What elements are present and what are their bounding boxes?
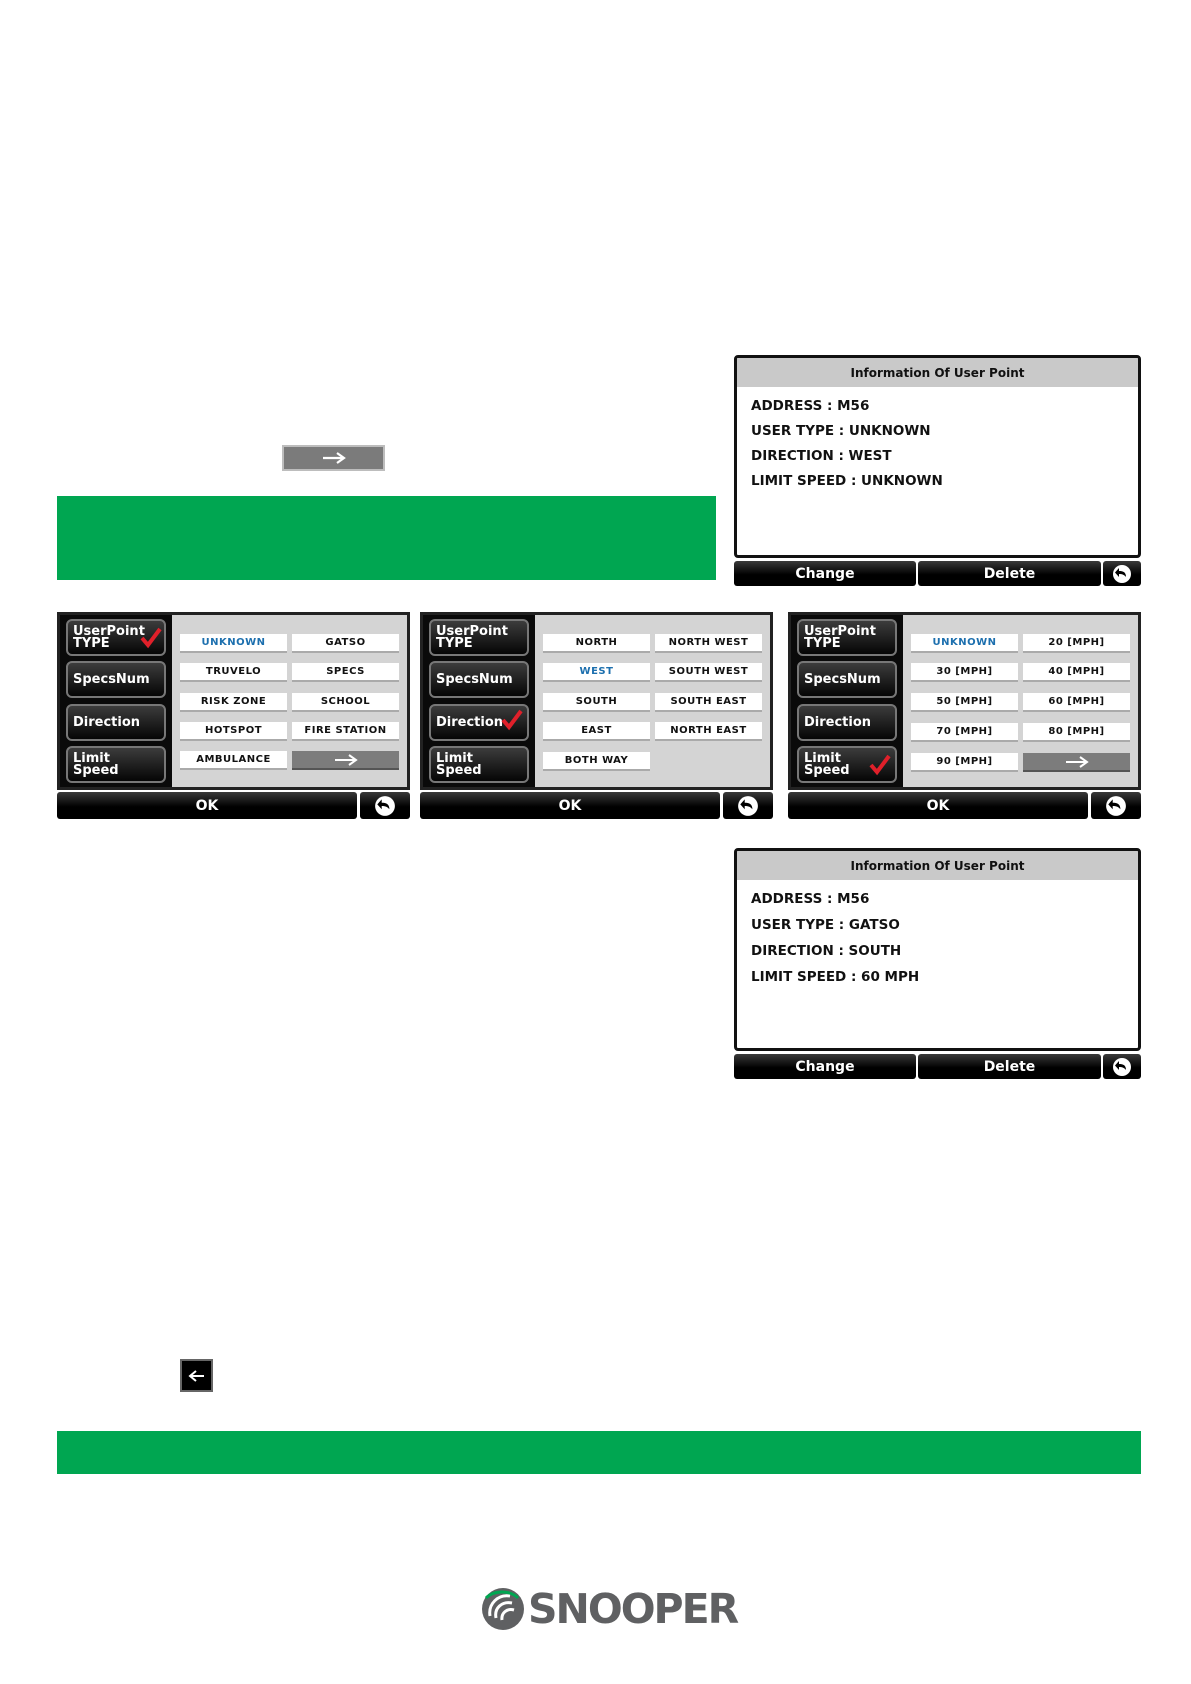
side-menu — [791, 615, 903, 787]
option-ambulance[interactable]: AMBULANCE — [180, 751, 287, 770]
side-limit-speed[interactable]: Limit Speed — [66, 746, 166, 783]
note-bar — [57, 496, 716, 580]
red-check-icon — [869, 754, 891, 776]
logo-text: SNOOPER — [528, 1585, 738, 1633]
option-north-west[interactable]: NORTH WEST — [655, 634, 762, 653]
option-specs[interactable]: SPECS — [292, 663, 399, 682]
info-button-bar — [734, 1054, 1141, 1079]
option-hotspot[interactable]: HOTSPOT — [180, 722, 287, 741]
side-limit-speed[interactable]: Limit Speed — [429, 746, 529, 783]
option-speed-50[interactable]: 50 [MPH] — [911, 693, 1018, 712]
footer-note-bar — [57, 1431, 1141, 1474]
info-panel-after — [734, 848, 1141, 1079]
change-button[interactable]: Change — [734, 1054, 916, 1079]
option-school[interactable]: SCHOOL — [292, 693, 399, 712]
option-speed-40[interactable]: 40 [MPH] — [1023, 663, 1130, 682]
side-userpoint-type[interactable]: UserPoint TYPE — [429, 619, 529, 656]
info-address: ADDRESS : M56 — [751, 398, 870, 414]
delete-button[interactable]: Delete — [918, 1054, 1101, 1079]
limit-speed-screen — [788, 612, 1141, 819]
info-panel-before — [734, 355, 1141, 586]
option-speed-20[interactable]: 20 [MPH] — [1023, 634, 1130, 653]
back-arrow-icon — [1112, 564, 1132, 584]
side-direction[interactable]: Direction — [797, 704, 897, 741]
info-title: Information Of User Point — [737, 851, 1138, 880]
snooper-swirl-icon — [480, 1586, 526, 1632]
option-truvelo[interactable]: TRUVELO — [180, 663, 287, 682]
info-direction: DIRECTION : SOUTH — [751, 943, 902, 959]
back-arrow-icon — [1105, 795, 1127, 817]
screen-body — [57, 612, 410, 790]
back-arrow-icon — [737, 795, 759, 817]
left-arrow-icon — [188, 1370, 206, 1382]
delete-button[interactable]: Delete — [918, 561, 1101, 586]
option-speed-unknown[interactable]: UNKNOWN — [911, 634, 1018, 653]
back-arrow-icon — [1112, 1057, 1132, 1077]
info-direction: DIRECTION : WEST — [751, 448, 892, 464]
screen-bottom-bar — [420, 792, 773, 819]
option-speed-60[interactable]: 60 [MPH] — [1023, 693, 1130, 712]
info-limit-speed: LIMIT SPEED : UNKNOWN — [751, 473, 943, 489]
option-north[interactable]: NORTH — [543, 634, 650, 653]
option-both-way[interactable]: BOTH WAY — [543, 752, 650, 771]
option-south-west[interactable]: SOUTH WEST — [655, 663, 762, 682]
right-arrow-icon — [333, 754, 359, 766]
back-button[interactable] — [1103, 561, 1141, 586]
next-page-button[interactable] — [292, 751, 399, 770]
side-menu — [60, 615, 172, 787]
change-button[interactable]: Change — [734, 561, 916, 586]
snooper-logo — [480, 1585, 737, 1633]
option-south-east[interactable]: SOUTH EAST — [655, 693, 762, 712]
side-specsnum[interactable]: SpecsNum — [429, 661, 529, 698]
ok-button[interactable]: OK — [57, 792, 357, 819]
option-speed-90[interactable]: 90 [MPH] — [911, 753, 1018, 772]
next-arrow-button-illustration — [282, 445, 385, 471]
info-limit-speed: LIMIT SPEED : 60 MPH — [751, 969, 920, 985]
direction-screen — [420, 612, 773, 819]
side-direction[interactable]: Direction — [429, 704, 529, 741]
screen-bottom-bar — [788, 792, 1141, 819]
screen-bottom-bar — [57, 792, 410, 819]
side-specsnum[interactable]: SpecsNum — [797, 661, 897, 698]
back-button[interactable] — [723, 792, 773, 819]
side-menu — [423, 615, 535, 787]
info-user-type: USER TYPE : GATSO — [751, 917, 900, 933]
screen-body — [420, 612, 773, 790]
back-arrow-icon — [374, 795, 396, 817]
option-speed-70[interactable]: 70 [MPH] — [911, 723, 1018, 742]
info-box — [734, 355, 1141, 558]
side-userpoint-type[interactable]: UserPoint TYPE — [797, 619, 897, 656]
red-check-icon — [501, 709, 523, 731]
screen-body — [788, 612, 1141, 790]
option-east[interactable]: EAST — [543, 722, 650, 741]
info-button-bar — [734, 561, 1141, 586]
side-direction[interactable]: Direction — [66, 704, 166, 741]
red-check-icon — [140, 627, 162, 649]
side-limit-speed[interactable]: Limit Speed — [797, 746, 897, 783]
right-arrow-icon — [1064, 756, 1090, 768]
ok-button[interactable]: OK — [788, 792, 1088, 819]
option-north-east[interactable]: NORTH EAST — [655, 722, 762, 741]
next-page-button[interactable] — [1023, 753, 1130, 772]
back-button[interactable] — [1103, 1054, 1141, 1079]
right-arrow-icon — [321, 451, 347, 465]
previous-button-illustration — [180, 1359, 213, 1392]
option-speed-80[interactable]: 80 [MPH] — [1023, 723, 1130, 742]
option-south[interactable]: SOUTH — [543, 693, 650, 712]
side-userpoint-type[interactable]: UserPoint TYPE — [66, 619, 166, 656]
option-unknown[interactable]: UNKNOWN — [180, 634, 287, 653]
info-box — [734, 848, 1141, 1051]
option-gatso[interactable]: GATSO — [292, 634, 399, 653]
side-specsnum[interactable]: SpecsNum — [66, 661, 166, 698]
info-user-type: USER TYPE : UNKNOWN — [751, 423, 931, 439]
info-title: Information Of User Point — [737, 358, 1138, 387]
back-button[interactable] — [360, 792, 410, 819]
option-speed-30[interactable]: 30 [MPH] — [911, 663, 1018, 682]
option-fire-station[interactable]: FIRE STATION — [292, 722, 399, 741]
ok-button[interactable]: OK — [420, 792, 720, 819]
info-address: ADDRESS : M56 — [751, 891, 870, 907]
option-west[interactable]: WEST — [543, 663, 650, 682]
option-risk-zone[interactable]: RISK ZONE — [180, 693, 287, 712]
userpoint-type-screen — [57, 612, 410, 819]
back-button[interactable] — [1091, 792, 1141, 819]
